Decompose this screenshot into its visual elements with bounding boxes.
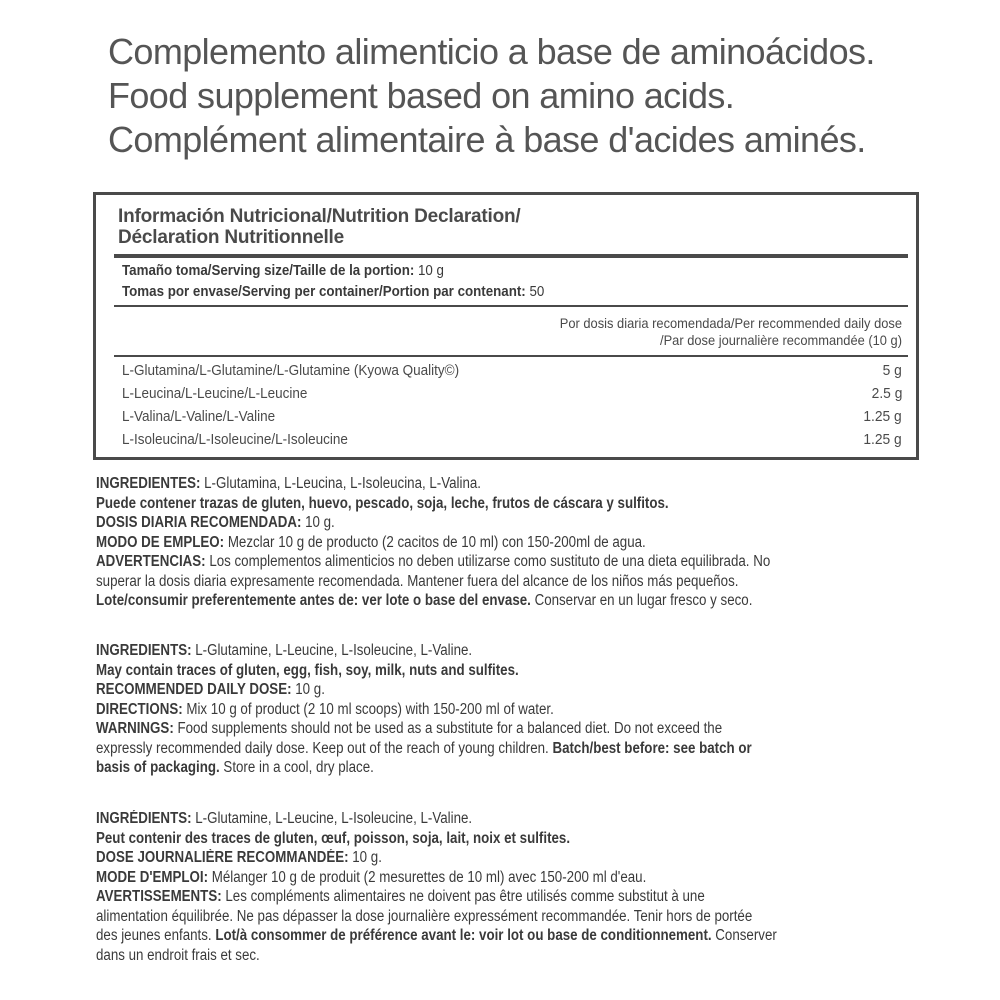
warnings-text: alimentation équilibrée. Ne pas dépasser la dose journalière expressément recommandée. Tenir hors de portée <box>96 907 753 925</box>
english-section <box>96 641 936 778</box>
warnings-text: Food supplements should not be used as a substitute for a balanced diet. Do not exceed the <box>173 720 723 737</box>
per-dose-line2: /Par dose journalière recommandée (10 g) <box>660 332 902 348</box>
warnings-label: AVERTISSEMENTS: <box>96 888 222 905</box>
directions-label: MODO DE EMPLEO: <box>96 533 225 551</box>
dose-line <box>96 848 939 868</box>
ingredients-line <box>96 474 939 494</box>
traces-line <box>96 494 939 514</box>
ingredients-label: INGREDIENTES: <box>96 475 201 492</box>
servings-label: Tomas por envase/Serving per container/Portion par contenant: <box>122 284 526 300</box>
nutrient-row <box>122 382 902 405</box>
storage-line <box>96 946 939 966</box>
traces-text: May contain traces of gluten, egg, fish, soy, milk, nuts and sulfites. <box>96 661 519 679</box>
dose-text: 10 g. <box>291 681 325 698</box>
lot-label: basis of packaging. <box>96 759 220 776</box>
warnings-text: des jeunes enfants. <box>96 927 212 944</box>
dose-label: RECOMMENDED DAILY DOSE: <box>96 681 292 698</box>
warnings-line <box>96 739 939 759</box>
nutrient-row <box>122 428 902 451</box>
ingredients-label: INGREDIENTS: <box>96 642 192 659</box>
serving-size-label: Tamaño toma/Serving size/Taille de la portion: <box>122 263 415 279</box>
storage-text: Conservar en un lugar fresco y seco. <box>530 592 753 609</box>
headline-fr: Complément alimentaire à base d'acides aminés. <box>108 119 866 160</box>
directions-label: MODE D'EMPLOI: <box>96 868 209 886</box>
storage-text: Conserver <box>711 927 777 944</box>
french-section <box>96 809 936 965</box>
warnings-text: superar la dosis diaria expresamente recomendada. Mantener fuera del alcance de los niños más pequeños. <box>96 572 739 590</box>
nutrient-amount: 1.25 g <box>863 431 902 448</box>
nutrient-amount: 1.25 g <box>863 408 902 425</box>
headline-en: Food supplement based on amino acids. <box>108 75 735 116</box>
per-dose-header <box>424 315 902 349</box>
directions-label: DIRECTIONS: <box>96 700 183 718</box>
nutrient-row <box>122 405 902 428</box>
nutrition-panel <box>93 192 919 460</box>
spanish-section <box>96 474 936 611</box>
traces-text: Puede contener trazas de gluten, huevo, pescado, soja, leche, frutos de cáscara y sulfitos. <box>96 494 669 512</box>
storage-text: Store in a cool, dry place. <box>219 759 374 776</box>
lot-line <box>96 591 939 611</box>
serving-size <box>122 262 444 280</box>
serving-size-value: 10 g <box>418 263 444 279</box>
dose-text: 10 g. <box>348 849 382 866</box>
warnings-label: ADVERTENCIAS: <box>96 553 206 570</box>
nutrient-row <box>122 359 902 382</box>
directions-text: Mix 10 g of product (2 10 ml scoops) with 150-200 ml of water. <box>182 700 554 718</box>
per-dose-line1: Por dosis diaria recomendada/Per recommended daily dose <box>559 315 902 331</box>
lot-label: Lote/consumir preferentemente antes de: ver lote o base del envase. <box>96 592 531 609</box>
thin-divider <box>114 305 908 307</box>
dose-line <box>96 513 939 533</box>
lot-label: Batch/best before: see batch or <box>548 739 752 757</box>
nutrition-title <box>118 206 908 248</box>
ingredients-text: L-Glutamina, L-Leucina, L-Isoleucina, L-Valina. <box>200 475 482 492</box>
directions-line <box>96 700 939 720</box>
warnings-text: Les compléments alimentaires ne doivent pas être utilisés comme substitut à une <box>221 888 705 905</box>
nutrition-title-line1: Información Nutricional/Nutrition Declaration/ <box>118 206 521 227</box>
ingredients-text: L-Glutamine, L-Leucine, L-Isoleucine, L-Valine. <box>191 810 473 827</box>
nutrient-name: L-Leucina/L-Leucine/L-Leucine <box>122 385 308 402</box>
product-headlines <box>108 30 988 162</box>
servings-per-container <box>122 283 544 301</box>
warnings-line <box>96 887 939 907</box>
headline-es: Complemento alimenticio a base de aminoácidos. <box>108 31 875 72</box>
warnings-line <box>96 719 939 739</box>
warnings-line <box>96 552 939 572</box>
ingredients-text: L-Glutamine, L-Leucine, L-Isoleucine, L-Valine. <box>191 642 473 659</box>
thick-divider <box>114 254 908 258</box>
lot-label: Lot/à consommer de préférence avant le: voir lot ou base de conditionnement. <box>211 927 712 944</box>
storage-text: dans un endroit frais et sec. <box>96 946 260 964</box>
nutrient-name: L-Isoleucina/L-Isoleucine/L-Isoleucine <box>122 431 348 448</box>
directions-text: Mezclar 10 g de producto (2 cacitos de 10 ml) con 150-200ml de agua. <box>224 533 646 551</box>
dose-text: 10 g. <box>301 514 335 531</box>
warnings-line <box>96 572 939 592</box>
directions-line <box>96 868 939 888</box>
ingredients-line <box>96 641 939 661</box>
traces-line <box>96 829 939 849</box>
nutrient-name: L-Glutamina/L-Glutamine/L-Glutamine (Kyowa Quality©) <box>122 362 460 379</box>
servings-value: 50 <box>529 284 545 300</box>
nutrient-amount: 2.5 g <box>871 385 902 402</box>
nutrition-title-line2: Déclaration Nutritionnelle <box>118 227 345 248</box>
warnings-line <box>96 907 939 927</box>
ingredients-line <box>96 809 939 829</box>
warnings-label: WARNINGS: <box>96 720 174 737</box>
traces-line <box>96 661 939 681</box>
directions-line <box>96 533 939 553</box>
directions-text: Mélanger 10 g de produit (2 mesurettes de 10 ml) avec 150-200 ml d'eau. <box>208 868 647 886</box>
dose-label: DOSIS DIARIA RECOMENDADA: <box>96 514 302 531</box>
warnings-text: expressly recommended daily dose. Keep out of the reach of young children. <box>96 739 549 757</box>
dose-line <box>96 680 939 700</box>
lot-line <box>96 926 939 946</box>
dose-label: DOSE JOURNALIÈRE RECOMMANDÉE: <box>96 849 349 866</box>
thin-divider <box>114 355 908 357</box>
ingredients-label: INGRÉDIENTS: <box>96 810 192 827</box>
lot-line <box>96 758 939 778</box>
nutrient-amount: 5 g <box>882 362 902 379</box>
nutrient-name: L-Valina/L-Valine/L-Valine <box>122 408 276 425</box>
traces-text: Peut contenir des traces de gluten, œuf, poisson, soja, lait, noix et sulfites. <box>96 829 571 847</box>
warnings-text: Los complementos alimenticios no deben utilizarse como sustituto de una dieta equilibrada. No <box>205 553 771 570</box>
